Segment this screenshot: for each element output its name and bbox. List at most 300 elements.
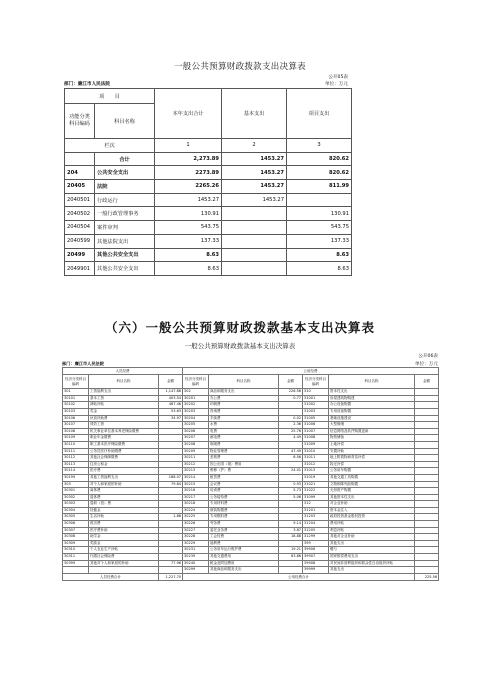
table2-cell-code: 30212 xyxy=(183,461,209,468)
table2-row xyxy=(63,567,439,574)
table2-cell-amount: 0.93 xyxy=(279,481,303,488)
table2-cell-amount xyxy=(159,507,183,514)
table2-cell-amount xyxy=(415,494,439,501)
table2-row xyxy=(63,547,439,554)
table2-cell-name: 无形资产购置 xyxy=(329,488,415,495)
table2-cell-code: 30229 xyxy=(183,540,209,547)
table2-cell-amount: 403.54 xyxy=(159,395,183,402)
table2-cell-code: 30215 xyxy=(183,481,209,488)
table1-cell-total: 1453.27 xyxy=(155,193,222,207)
table2-cell-amount xyxy=(415,521,439,528)
table2-cell-code: 30211 xyxy=(183,455,209,462)
table2-cell-name: 对企业补助 xyxy=(329,501,415,508)
table2-cell-name: 安置补助 xyxy=(329,448,415,455)
table1-cell-name: 一般行政管理事务 xyxy=(95,207,155,221)
table2-cell-code: 30112 xyxy=(63,455,89,462)
table2-cell-amount xyxy=(159,527,183,534)
table2-cell-amount xyxy=(159,501,183,508)
table2-personnel-total-label: 人员经费合计 xyxy=(63,573,159,580)
table2-cell-amount xyxy=(159,521,183,528)
table2-cell-code: 30110 xyxy=(63,441,89,448)
table2-cell-code: 30107 xyxy=(63,422,89,429)
table2-cell-name: 退休费 xyxy=(89,494,159,501)
table2-cell-amount xyxy=(159,554,183,561)
table2-h-code-3: 经济分类科目编码 xyxy=(303,375,329,389)
table1-cell-total: 2273.89 xyxy=(155,166,222,180)
table2-cell-name: 费用补贴 xyxy=(329,521,415,528)
table2-cell-amount xyxy=(415,448,439,455)
table2-cell-code: 31204 xyxy=(303,521,329,528)
table2-cell-amount: 5.73 xyxy=(279,488,303,495)
table1-cell-project: 130.91 xyxy=(287,207,352,221)
table2-h-code-1: 经济分类科目编码 xyxy=(63,375,89,389)
table2-cell-code: 30218 xyxy=(183,501,209,508)
table2-cell-name: 公务用车购置 xyxy=(329,468,415,475)
table2-cell-amount xyxy=(159,494,183,501)
table2-cell-name: 物业管理费 xyxy=(209,448,279,455)
table1-cell-basic xyxy=(222,207,287,221)
table2-cell-code: 30102 xyxy=(63,402,89,409)
table2-cell-code: 31002 xyxy=(303,402,329,409)
table1-code-label: 公开05表 xyxy=(328,75,348,80)
table2-cell-name: 奖励金 xyxy=(89,540,159,547)
table2-row xyxy=(63,534,439,541)
table2-totals-row xyxy=(63,573,439,580)
table2-cell-amount xyxy=(279,567,303,574)
table2-cell-amount xyxy=(415,488,439,495)
table2-cell-name: 资本性支出 xyxy=(329,389,415,396)
table2-cell-amount: 188.07 xyxy=(159,474,183,481)
table2-cell-name: 基础设施建设 xyxy=(329,415,415,422)
table2-cell-code: 30311 xyxy=(63,554,89,561)
table2-cell-code: 39907 xyxy=(303,554,329,561)
table1-cell-name: 其他公共安全支出 xyxy=(95,262,155,276)
table2-cell-name: 住房公积金 xyxy=(89,461,159,468)
table2-cell-name: 税金及附加费用 xyxy=(209,560,279,567)
table2-cell-name: 土地补偿 xyxy=(329,441,415,448)
table2-cell-name: 委托业务费 xyxy=(209,527,279,534)
table2-cell-amount: 25.76 xyxy=(279,428,303,435)
table2-cell-name: 离休费 xyxy=(89,488,159,495)
table2-cell-amount: 79.84 xyxy=(159,481,183,488)
table2-cell-amount: 24.01 xyxy=(279,468,303,475)
table2-cell-code: 301 xyxy=(63,389,89,396)
table2-row xyxy=(63,428,439,435)
table2-cell-amount xyxy=(415,501,439,508)
table1-header-basic: 基本支出 xyxy=(222,89,287,139)
table2-cell-amount xyxy=(415,389,439,396)
table2-cell-code: 30308 xyxy=(63,534,89,541)
table2-cell-code: 30227 xyxy=(183,527,209,534)
table2-cell-code: 302 xyxy=(183,389,209,396)
table2-cell-amount xyxy=(159,448,183,455)
table2-cell-amount: 3.87 xyxy=(279,527,303,534)
table2-cell-name: 赠与 xyxy=(329,547,415,554)
table1-cell-code xyxy=(65,152,95,166)
table2-cell-code: 31022 xyxy=(303,488,329,495)
table1-row xyxy=(65,234,352,248)
table2-cell-amount xyxy=(415,474,439,481)
table1-cell-code: 204 xyxy=(65,166,95,180)
table2-cell-name: 会议费 xyxy=(209,481,279,488)
table2-cell-code: 30217 xyxy=(183,494,209,501)
table2-cell-name: 职业年金缴费 xyxy=(89,435,159,442)
table2-row xyxy=(63,389,439,396)
table2-code-label: 公开06表 xyxy=(418,354,438,359)
table2-cell-code: 30109 xyxy=(63,435,89,442)
table2-cell-name: 奖金 xyxy=(89,408,159,415)
table2-cell-amount xyxy=(415,428,439,435)
table1-cell-project: 820.62 xyxy=(287,152,352,166)
table1-cell-name: 法院 xyxy=(95,180,155,194)
table2-cell-code: 30309 xyxy=(63,540,89,547)
table1-row xyxy=(65,221,352,235)
table2-cell-code: 31099 xyxy=(303,494,329,501)
table2-cell-name: 个人农业生产补贴 xyxy=(89,547,159,554)
table2 xyxy=(62,367,439,581)
table1-row xyxy=(65,248,352,262)
table2-cell-amount xyxy=(279,540,303,547)
table2-cell-name: 电费 xyxy=(209,428,279,435)
table2-row xyxy=(63,395,439,402)
table2-cell-name: 其他支出 xyxy=(329,540,415,547)
table2-row xyxy=(63,481,439,488)
table2-row xyxy=(63,488,439,495)
table2-cell-code: 31201 xyxy=(303,507,329,514)
table2-cell-name: 基本工资 xyxy=(89,395,159,402)
table2-cell-name: 其他交通费用 xyxy=(209,554,279,561)
table2-cell-code: 30114 xyxy=(63,468,89,475)
table2-cell-code: 30303 xyxy=(63,501,89,508)
table2-cell-name: 公务接待费 xyxy=(209,494,279,501)
table2-h-name-1: 科目名称 xyxy=(89,375,159,389)
table2-cell-code: 30225 xyxy=(183,514,209,521)
table2-cell-amount xyxy=(159,422,183,429)
table2-cell-code: 30214 xyxy=(183,474,209,481)
table1-row xyxy=(65,152,352,166)
table2-cell-code: 30216 xyxy=(183,488,209,495)
table2-cell-amount xyxy=(415,481,439,488)
table1-colno-label: 栏次 xyxy=(65,139,155,153)
table2-cell-name: 办公设备购置 xyxy=(329,402,415,409)
table2-title: 一般公共预算财政拨款基本支出决算表 xyxy=(184,342,296,350)
table2-row xyxy=(63,521,439,528)
table2-h-code-2: 经济分类科目编码 xyxy=(183,375,209,389)
table2-cell-name: 租赁费 xyxy=(209,474,279,481)
table2-cell-amount xyxy=(159,435,183,442)
table2-cell-code: 31012 xyxy=(303,461,329,468)
table2-cell-amount xyxy=(415,395,439,402)
table2-group-public: 公用经费 xyxy=(183,368,439,375)
table2-cell-name: 水费 xyxy=(209,422,279,429)
table2-row xyxy=(63,422,439,429)
table2-group-personnel: 人员经费 xyxy=(63,368,183,375)
table2-cell-amount xyxy=(279,560,303,567)
table2-cell-code: 30301 xyxy=(63,488,89,495)
table2-cell-name: 对民间非营利组织和群众性自治组织补贴 xyxy=(329,560,415,567)
table2-cell-amount xyxy=(159,534,183,541)
table2-public-total-label: 公用经费合计 xyxy=(183,573,415,580)
table2-cell-amount xyxy=(415,507,439,514)
table2-cell-amount xyxy=(415,402,439,409)
table1-cell-total: 8.63 xyxy=(155,248,222,262)
table2-cell-code: 30203 xyxy=(183,408,209,415)
table2-cell-name: 其他交通工具购置 xyxy=(329,474,415,481)
section-heading: （六）一般公共预算财政拨款基本支出决算表 xyxy=(104,320,375,335)
table2-cell-code: 30224 xyxy=(183,507,209,514)
table1-cell-project xyxy=(287,193,352,207)
table1-cell-project: 811.99 xyxy=(287,180,352,194)
table2-cell-name: 救济费 xyxy=(89,521,159,528)
table2-row xyxy=(63,494,439,501)
table2-row xyxy=(63,514,439,521)
table2-cell-amount: 5.06 xyxy=(279,494,303,501)
table2-cell-amount xyxy=(415,415,439,422)
table2-cell-name: 其他社会保障缴费 xyxy=(89,455,159,462)
table1-cell-total: 8.63 xyxy=(155,262,222,276)
table2-cell-amount xyxy=(279,461,303,468)
table2-cell-amount xyxy=(415,534,439,541)
table2-cell-name: 医疗费补助 xyxy=(89,527,159,534)
table2-cell-amount xyxy=(159,540,183,547)
table2-row xyxy=(63,435,439,442)
table1-unit-label: 单位：万元 xyxy=(325,82,348,87)
table1-cell-project: 8.63 xyxy=(287,248,352,262)
table1-colno-1: 1 xyxy=(155,139,222,153)
table2-cell-amount: 9.14 xyxy=(279,521,303,528)
table1-cell-basic xyxy=(222,221,287,235)
table2-cell-name: 差旅费 xyxy=(209,455,279,462)
table2-cell-code: 30103 xyxy=(63,408,89,415)
table2-cell-name: 医疗费 xyxy=(89,468,159,475)
table2-cell-name: 其他对企业补助 xyxy=(329,534,415,541)
table2-cell-code: 31008 xyxy=(303,435,329,442)
table2-cell-name: 其他资本性支出 xyxy=(329,494,415,501)
table2-cell-code: 30106 xyxy=(63,415,89,422)
table2-cell-amount: 63.86 xyxy=(279,554,303,561)
table2-cell-amount xyxy=(279,514,303,521)
table2-cell-amount xyxy=(415,468,439,475)
table2-cell-code: 30307 xyxy=(63,527,89,534)
table2-cell-name: 信息网络及软件购置更新 xyxy=(329,428,415,435)
table2-department: 部门：廉江市人民法院 xyxy=(62,361,104,366)
table2-cell-code: 39908 xyxy=(303,560,329,567)
table2-cell-name: 职工基本医疗保险缴费 xyxy=(89,441,159,448)
table2-cell-name: 伙食补助费 xyxy=(89,415,159,422)
table1-cell-name: 案件审判 xyxy=(95,221,155,235)
table1-cell-basic: 1453.27 xyxy=(222,193,287,207)
table2-cell-code: 30399 xyxy=(63,560,89,567)
table2-cell-code: 30240 xyxy=(183,560,209,567)
table2-cell-name: 国家赔偿费用支出 xyxy=(329,554,415,561)
table2-cell-amount xyxy=(415,540,439,547)
table2-cell-amount: 4.49 xyxy=(279,435,303,442)
table2-cell-code: 30231 xyxy=(183,547,209,554)
table1-cell-name: 合计 xyxy=(95,152,155,166)
table2-cell-amount xyxy=(279,408,303,415)
table2-cell-code: 31007 xyxy=(303,428,329,435)
table1-cell-total: 543.75 xyxy=(155,221,222,235)
table2-row xyxy=(63,474,439,481)
table2-cell-code: 30305 xyxy=(63,514,89,521)
table2-cell-name: 印刷费 xyxy=(209,402,279,409)
table2-cell-code: 31011 xyxy=(303,455,329,462)
table1-cell-basic xyxy=(222,262,287,276)
table2-cell-code: 30239 xyxy=(183,554,209,561)
table2-cell-amount xyxy=(159,455,183,462)
table1-cell-code: 20405 xyxy=(65,180,95,194)
table1-cell-project: 137.33 xyxy=(287,234,352,248)
table2-cell-amount: 1.88 xyxy=(159,514,183,521)
table2-cell-name: 办公费 xyxy=(209,395,279,402)
table2-cell-code: 31006 xyxy=(303,422,329,429)
table1-cell-name: 公共安全支出 xyxy=(95,166,155,180)
table2-cell-code: 30209 xyxy=(183,448,209,455)
table2-cell-amount: 1,147.86 xyxy=(159,389,183,396)
table2-cell-name: 咨询费 xyxy=(209,408,279,415)
table2-cell-code: 39906 xyxy=(303,547,329,554)
table2-cell-name: 资本金注入 xyxy=(329,507,415,514)
table2-row xyxy=(63,455,439,462)
table2-cell-code: 30108 xyxy=(63,428,89,435)
table1-header-item: 项 目 xyxy=(65,89,155,104)
table2-cell-name: 被装购置费 xyxy=(209,507,279,514)
table2-cell-amount xyxy=(159,547,183,554)
table2-cell-code: 31001 xyxy=(303,395,329,402)
table2-cell-amount xyxy=(279,402,303,409)
table2-cell-amount xyxy=(279,507,303,514)
table2-group-row xyxy=(63,368,439,375)
table2-cell-amount: 226.56 xyxy=(279,389,303,396)
table1-cell-code: 2040599 xyxy=(65,234,95,248)
table2-cell-name: 其他商品和服务支出 xyxy=(209,567,279,574)
table2-cell-name: 机关事业单位基本养老保险缴费 xyxy=(89,428,159,435)
table1-colno-3: 3 xyxy=(287,139,352,153)
table2-cell-code: 31203 xyxy=(303,514,329,521)
table2-h-amount-3: 金额 xyxy=(415,375,439,389)
table1-cell-total: 137.33 xyxy=(155,234,222,248)
table2-unit-label: 单位：万元 xyxy=(415,362,438,367)
table2-cell-amount: 34.97 xyxy=(159,415,183,422)
table2-cell-amount: 0.77 xyxy=(279,395,303,402)
table2-cell-code: 31009 xyxy=(303,441,329,448)
table1-colno-2: 2 xyxy=(222,139,287,153)
table2-cell-amount xyxy=(415,455,439,462)
table2-cell-amount xyxy=(415,461,439,468)
table2-cell-name: 专用材料费 xyxy=(209,501,279,508)
table2-cell-name: 津贴补贴 xyxy=(89,402,159,409)
table1-row xyxy=(65,207,352,221)
table2-cell-amount xyxy=(159,488,183,495)
table2-cell-name: 政府投资基金股权投资 xyxy=(329,514,415,521)
table2-cell-code: 30101 xyxy=(63,395,89,402)
table2-cell-name: 助学金 xyxy=(89,534,159,541)
table2-cell-name: 取暖费 xyxy=(209,441,279,448)
table2-cell-name: 房屋建筑物购建 xyxy=(329,395,415,402)
table1-cell-name: 其他公共安全支出 xyxy=(95,248,155,262)
table2-cell-amount xyxy=(415,547,439,554)
table2-row xyxy=(63,461,439,468)
table2-cell-name: 对个人和家庭的补助 xyxy=(89,481,159,488)
table2-cell-code: 31019 xyxy=(303,474,329,481)
table2-cell-name: 抚恤金 xyxy=(89,507,159,514)
table2-cell-amount xyxy=(159,441,183,448)
table1-cell-basic xyxy=(222,234,287,248)
table1-cell-basic: 1453.27 xyxy=(222,180,287,194)
table2-h-amount-2: 金额 xyxy=(279,375,303,389)
table1-header-name: 科目名称 xyxy=(95,104,155,139)
table1-row xyxy=(65,166,352,180)
table2-cell-amount: 467.46 xyxy=(159,402,183,409)
table2-personnel-total-value: 1,227.70 xyxy=(159,573,183,580)
table2-cell-name: 培训费 xyxy=(209,488,279,495)
table2-h-name-2: 科目名称 xyxy=(209,375,279,389)
table2-cell-name: 其他工资福利支出 xyxy=(89,474,159,481)
table2-cell-code: 30111 xyxy=(63,448,89,455)
table2-cell-name: 专用设备购置 xyxy=(329,408,415,415)
table2-h-name-3: 科目名称 xyxy=(329,375,415,389)
table2-cell-name xyxy=(89,567,159,574)
table2-cell-name: 专用燃料费 xyxy=(209,514,279,521)
table2-cell-name: 代缴社会保险费 xyxy=(89,554,159,561)
table2-cell-name: 公务员医疗补助缴费 xyxy=(89,448,159,455)
table2-cell-code: 30113 xyxy=(63,461,89,468)
table2-cell-name: 大型修缮 xyxy=(329,422,415,429)
table2-cell-amount: 18.88 xyxy=(279,534,303,541)
table2-cell-name: 物资储备 xyxy=(329,435,415,442)
table2-cell-code: 30202 xyxy=(183,402,209,409)
table2-row xyxy=(63,507,439,514)
table2-cell-name: 商品和服务支出 xyxy=(209,389,279,396)
table2-cell-code: 310 xyxy=(303,389,329,396)
table2-cell-amount xyxy=(415,567,439,574)
table2-cell-code: 30199 xyxy=(63,474,89,481)
table1-cell-code: 20499 xyxy=(65,248,95,262)
table2-row xyxy=(63,527,439,534)
table2-cell-name: 公务用车运行维护费 xyxy=(209,547,279,554)
table1-cell-code: 2040501 xyxy=(65,193,95,207)
table2-cell-name: 拆迁补偿 xyxy=(329,461,415,468)
table1-header-row-1 xyxy=(65,89,352,104)
table2-cell-name: 生活补助 xyxy=(89,514,159,521)
table2-cell-code: 30226 xyxy=(183,521,209,528)
table1-cell-code: 2040502 xyxy=(65,207,95,221)
table1-header-project: 项目支出 xyxy=(287,89,352,139)
table2-cell-name: 绩效工资 xyxy=(89,422,159,429)
table2-cell-code: 303 xyxy=(63,481,89,488)
table2-cell-code: 31299 xyxy=(303,534,329,541)
table1-cell-total: 2,273.89 xyxy=(155,152,222,166)
table2-cell-code: 31005 xyxy=(303,415,329,422)
table1-cell-project: 8.63 xyxy=(287,262,352,276)
table1-header-total: 本年支出合计 xyxy=(155,89,222,139)
table2-cell-code xyxy=(63,567,89,574)
table2-cell-name: 劳务费 xyxy=(209,521,279,528)
table2-row xyxy=(63,441,439,448)
table2-cell-name: 利息补贴 xyxy=(329,527,415,534)
table2-cell-code: 31021 xyxy=(303,481,329,488)
table2-cell-amount xyxy=(415,441,439,448)
table2-cell-code: 30228 xyxy=(183,534,209,541)
table2-cell-code: 31205 xyxy=(303,527,329,534)
table1-colno-row xyxy=(65,139,352,153)
table2-row xyxy=(63,408,439,415)
table2-cell-amount xyxy=(159,468,183,475)
table2-cell-name: 其他支出 xyxy=(329,567,415,574)
table1-cell-name: 行政运行 xyxy=(95,193,155,207)
table1-department: 部门：廉江市人民法院 xyxy=(64,82,110,87)
table1-cell-basic: 1453.27 xyxy=(222,152,287,166)
